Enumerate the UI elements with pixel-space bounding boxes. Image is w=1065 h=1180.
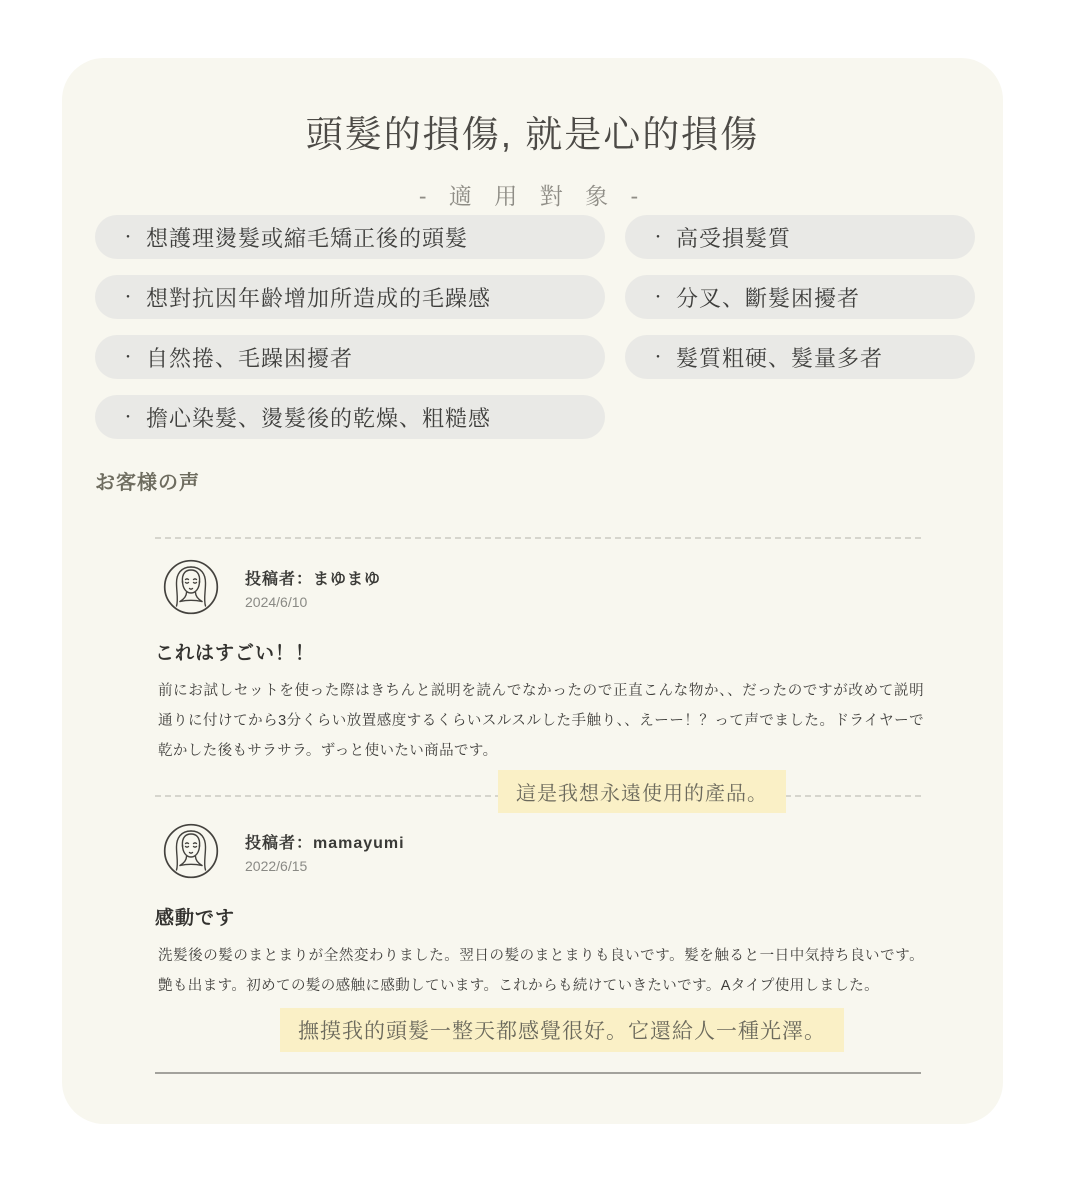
translation-highlight: 這是我想永遠使用的產品。 xyxy=(498,770,786,813)
audience-tag-label: 想對抗因年齡增加所造成的毛躁感 xyxy=(146,285,492,311)
review-date: 2022/6/15 xyxy=(245,858,308,874)
audience-tag xyxy=(95,395,605,439)
audience-tag xyxy=(625,275,975,319)
bullet-dot-icon: ・ xyxy=(121,349,136,365)
bullet-dot-icon: ・ xyxy=(651,289,666,305)
reviewer-avatar xyxy=(162,558,220,616)
bullet-dot-icon: ・ xyxy=(651,349,666,365)
woman-avatar-icon xyxy=(162,558,220,616)
reviewer-name: 投稿者：まゆまゆ xyxy=(245,571,382,588)
audience-tag xyxy=(625,335,975,379)
review-body: 前にお試しセットを使った際はきちんと説明を読んでなかったので正直こんな物か、、だったのですが改めて説明通りに付けてから3分くらい放置感度するくらいスルスルした手触り、、えーー！？って声でました。ドライヤーで乾かした後もサラサラ。ずっと使いたい商品です。 xyxy=(158,683,924,759)
product-info-card xyxy=(62,58,1003,1124)
audience-tag-label: 擔心染髮、燙髮後的乾燥、粗糙感 xyxy=(146,405,492,431)
review-title: 感動です xyxy=(155,908,236,929)
customer-voices-heading: お客様の声 xyxy=(95,472,200,494)
woman-avatar-icon xyxy=(162,822,220,880)
bullet-dot-icon: ・ xyxy=(121,229,136,245)
review-title: これはすごい！！ xyxy=(155,643,316,664)
bottom-divider xyxy=(155,1072,921,1074)
bullet-dot-icon: ・ xyxy=(651,229,666,245)
translation-highlight: 撫摸我的頭髮一整天都感覺很好。它還給人一種光澤。 xyxy=(280,1008,844,1052)
audience-tag xyxy=(95,215,605,259)
audience-tag-label: 分叉、斷髮困擾者 xyxy=(676,285,861,311)
audience-tag-label: 自然捲、毛躁困擾者 xyxy=(146,345,354,371)
reviewer-avatar xyxy=(162,822,220,880)
audience-tag-label: 髮質粗硬、髮量多者 xyxy=(676,345,884,371)
audience-tag xyxy=(95,275,605,319)
audience-tag xyxy=(625,215,975,259)
divider xyxy=(155,537,921,539)
section-subtitle: - 適 用 對 象 - xyxy=(418,183,647,209)
bullet-dot-icon: ・ xyxy=(121,289,136,305)
review-body: 洗髪後の髪のまとまりが全然変わりました。翌日の髪のまとまりも良いです。髪を触ると一日中気持ち良いです。艶も出ます。初めての髪の感触に感動しています。これからも続けていきたいです。Aタイプ使用しました。 xyxy=(158,948,924,994)
review-date: 2024/6/10 xyxy=(245,594,308,610)
page-title: 頭髮的損傷, 就是心的損傷 xyxy=(305,114,760,155)
audience-tag-label: 想護理燙髮或縮毛矯正後的頭髮 xyxy=(146,225,469,251)
bullet-dot-icon: ・ xyxy=(121,409,136,425)
reviewer-name: 投稿者：mamayumi xyxy=(245,835,405,852)
audience-tag xyxy=(95,335,605,379)
audience-tag-label: 高受損髮質 xyxy=(676,225,792,251)
